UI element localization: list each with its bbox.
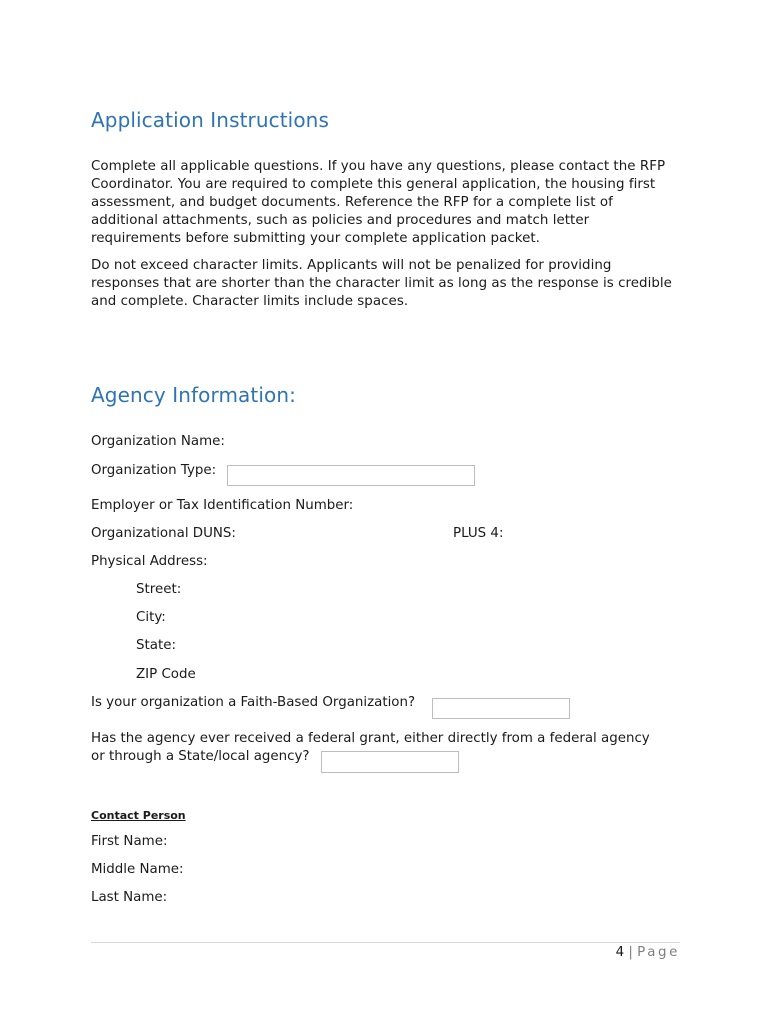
application-instructions-heading: Application Instructions xyxy=(91,108,329,132)
footer-separator: | xyxy=(628,945,633,960)
page-word: Page xyxy=(637,945,680,960)
federal-grant-question-line-2: or through a State/local agency? xyxy=(91,749,310,764)
page-number: 4 xyxy=(615,945,625,960)
middle-name-label: Middle Name: xyxy=(91,862,184,877)
footer-divider xyxy=(91,942,680,943)
physical-address-label: Physical Address: xyxy=(91,554,208,569)
last-name-label: Last Name: xyxy=(91,890,168,905)
organization-type-label: Organization Type: xyxy=(91,463,217,478)
federal-grant-field[interactable] xyxy=(321,751,459,773)
street-label: Street: xyxy=(136,582,182,597)
zip-code-label: ZIP Code xyxy=(136,667,196,682)
faith-based-question-label: Is your organization a Faith-Based Organization? xyxy=(91,695,416,710)
duns-label: Organizational DUNS: xyxy=(91,526,236,541)
ein-label: Employer or Tax Identification Number: xyxy=(91,498,354,513)
faith-based-field[interactable] xyxy=(432,698,570,719)
plus4-label: PLUS 4: xyxy=(453,526,504,541)
federal-grant-question-line-1: Has the agency ever received a federal grant, either directly from a federal agency xyxy=(91,731,650,746)
instructions-paragraph-1: Complete all applicable questions. If you have any questions, please contact the RFP Coordinator. You are required to complete this general application, the housing first assessment, and budget documents. Reference the RFP for a complete list of additional attachments, such as policies and procedures and match letter requirements before submitting your complete application packet. xyxy=(91,159,666,246)
first-name-label: First Name: xyxy=(91,834,168,849)
agency-information-heading: Agency Information: xyxy=(91,383,296,407)
organization-type-field[interactable] xyxy=(227,465,475,486)
page-footer xyxy=(616,944,680,962)
city-label: City: xyxy=(136,610,166,625)
contact-person-heading: Contact Person xyxy=(91,809,186,822)
state-label: State: xyxy=(136,638,176,653)
organization-name-label: Organization Name: xyxy=(91,434,225,449)
instructions-paragraph-2: Do not exceed character limits. Applicants will not be penalized for providing responses that are shorter than the character limit as long as the response is credible and complete. Character limits include spaces. xyxy=(91,258,672,309)
